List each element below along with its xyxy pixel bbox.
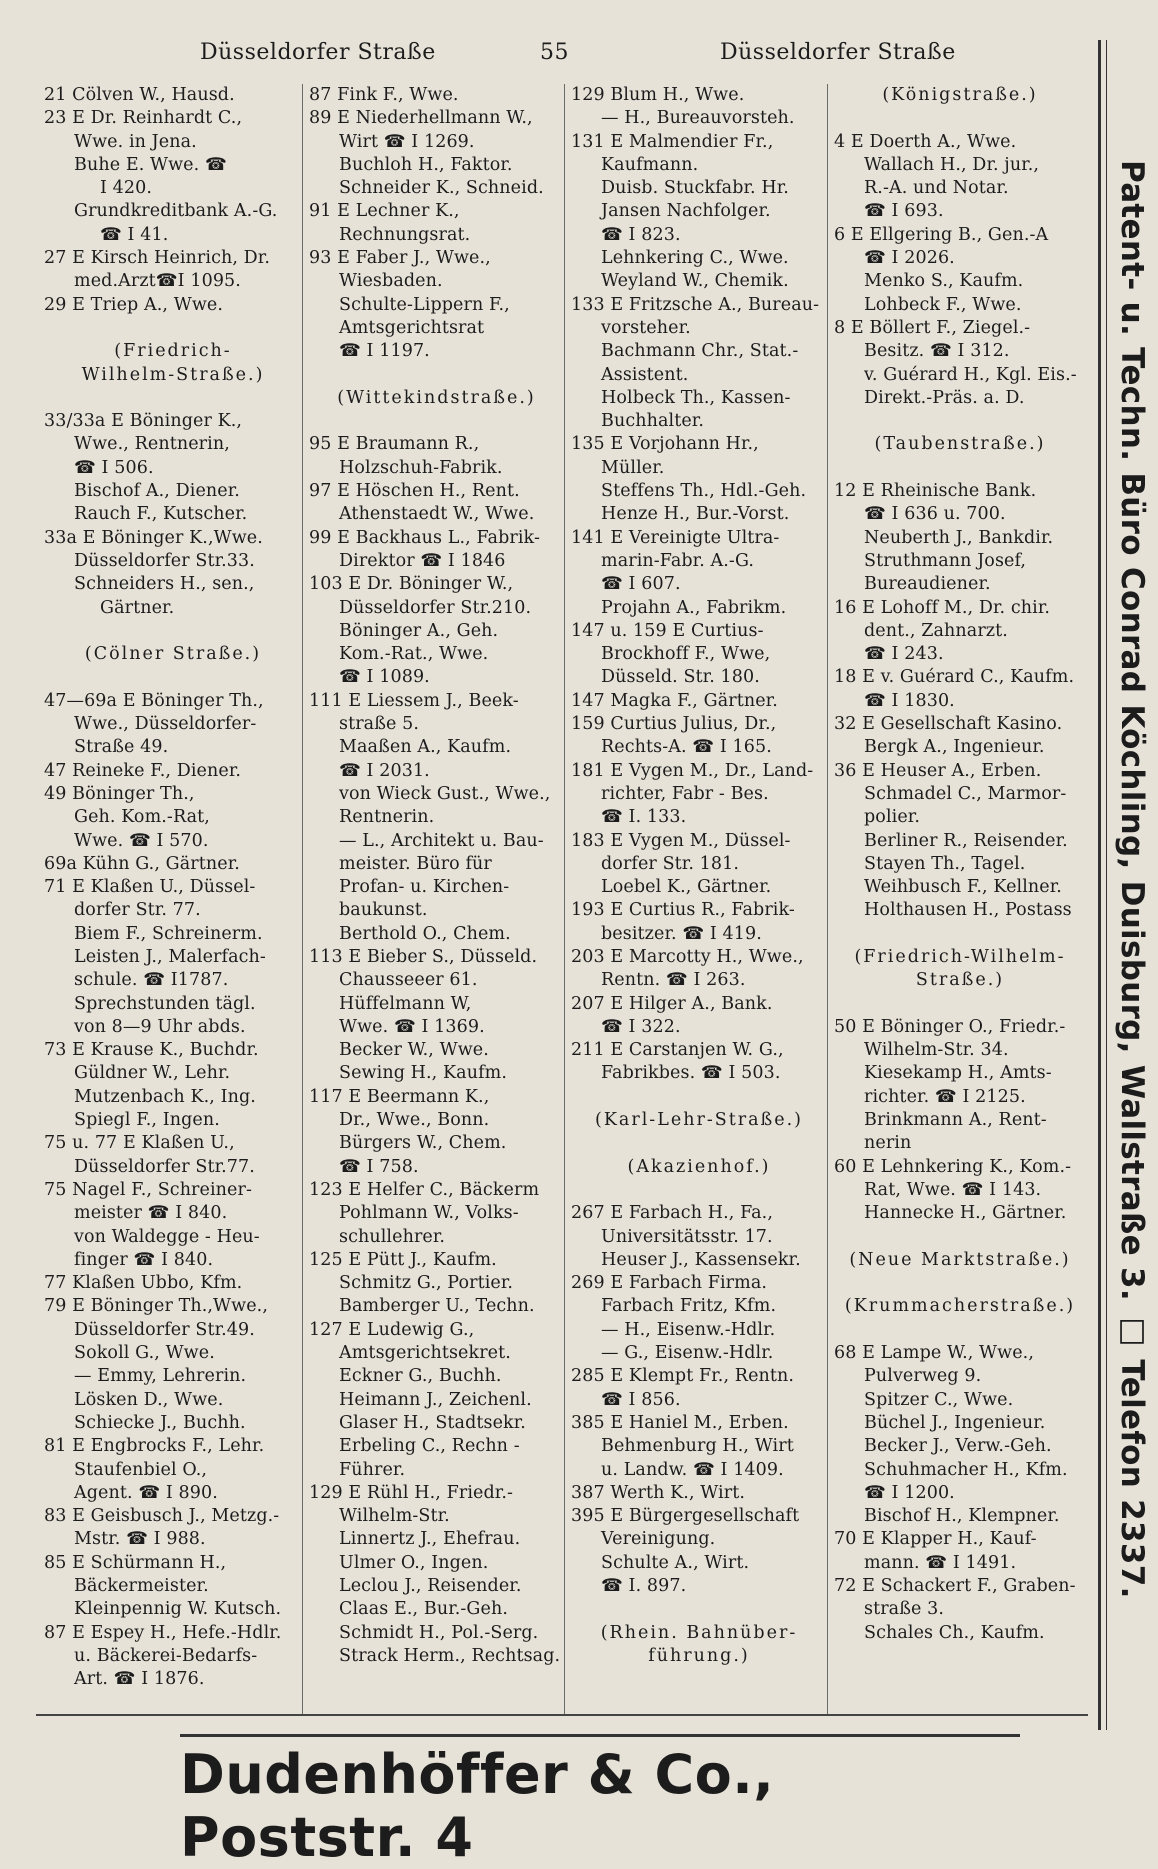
directory-entry: — G., Eisenw.-Hdlr. bbox=[601, 1343, 774, 1364]
street-heading: (Taubenstraße.) bbox=[874, 434, 1046, 455]
directory-entry bbox=[571, 1179, 827, 1202]
directory-entry: 68 E Lampe W., Wwe., bbox=[834, 1343, 1035, 1364]
directory-entry: Wwe. ☎ I 1369. bbox=[339, 1016, 485, 1037]
directory-entry: u. Landw. ☎ I 1409. bbox=[601, 1459, 784, 1480]
directory-entry: u. Bäckerei-Bedarfs- bbox=[74, 1645, 258, 1666]
directory-entry: Spitzer C., Wwe. bbox=[864, 1389, 1014, 1410]
directory-entry: richter, Fabr - Bes. bbox=[601, 783, 769, 804]
directory-entry: 29 E Triep A., Wwe. bbox=[44, 294, 224, 315]
directory-entry: ☎ I 1830. bbox=[864, 690, 955, 711]
directory-entry: 23 E Dr. Reinhardt C., bbox=[44, 108, 243, 129]
directory-entry: 87 E Espey H., Hefe.-Hdlr. bbox=[44, 1622, 282, 1643]
directory-entry: 285 E Klempt Fr., Rentn. bbox=[571, 1366, 795, 1387]
directory-entry: Sokoll G., Wwe. bbox=[74, 1343, 215, 1364]
directory-entry: ☎ I 1089. bbox=[339, 667, 430, 688]
directory-entry: 385 E Haniel M., Erben. bbox=[571, 1412, 789, 1433]
footer-divider bbox=[36, 1714, 1088, 1716]
directory-entry: Bamberger U., Techn. bbox=[339, 1296, 535, 1317]
directory-entry: 8 E Böllert F., Ziegel.- bbox=[834, 317, 1031, 338]
directory-entry bbox=[44, 317, 302, 340]
directory-entry bbox=[571, 1598, 827, 1621]
street-heading: (Friedrich- bbox=[114, 341, 232, 362]
directory-entry: 203 E Marcotty H., Wwe., bbox=[571, 946, 804, 967]
directory-entry: Holbeck Th., Kassen- bbox=[601, 387, 791, 408]
directory-entry: Kaufmann. bbox=[601, 154, 699, 175]
directory-entry: Weyland W., Chemik. bbox=[601, 271, 789, 292]
side-rule-thick bbox=[1098, 40, 1101, 1730]
directory-entry: 18 E v. Guérard C., Kaufm. bbox=[834, 667, 1075, 688]
directory-entry: 47—69a E Böninger Th., bbox=[44, 690, 264, 711]
directory-entry: 87 Fink F., Wwe. bbox=[309, 85, 459, 105]
directory-entry bbox=[834, 1226, 1086, 1249]
directory-entry: schullehrer. bbox=[339, 1226, 446, 1247]
directory-entry: Büchel J., Ingenieur. bbox=[864, 1412, 1046, 1433]
directory-entry: Duisb. Stuckfabr. Hr. bbox=[601, 178, 789, 199]
directory-entry: Bureaudiener. bbox=[864, 574, 991, 595]
directory-entry: Wwe., Rentnerin, bbox=[74, 434, 230, 455]
directory-entry: Kleinpennig W. Kutsch. bbox=[74, 1599, 282, 1620]
directory-entry: Bürgers W., Chem. bbox=[339, 1133, 507, 1154]
directory-entry: 93 E Faber J., Wwe., bbox=[309, 248, 491, 269]
directory-entry: Buchhalter. bbox=[601, 411, 704, 432]
directory-entry: Kom.-Rat., Wwe. bbox=[339, 644, 489, 665]
directory-entry: — H., Eisenw.-Hdlr. bbox=[601, 1319, 776, 1340]
directory-entry: polier. bbox=[864, 807, 920, 828]
directory-entry: 73 E Krause K., Buchdr. bbox=[44, 1040, 259, 1061]
directory-entry: Wiesbaden. bbox=[339, 271, 443, 292]
directory-entry: 395 E Bürgergesellschaft bbox=[571, 1506, 800, 1527]
directory-entry: ☎ I. 897. bbox=[601, 1576, 687, 1596]
directory-entry: Erbeling C., Rechn - bbox=[339, 1436, 520, 1457]
directory-entry: Schmidt H., Pol.-Serg. bbox=[339, 1622, 539, 1643]
directory-entry: 125 E Pütt J., Kaufm. bbox=[309, 1249, 497, 1270]
directory-entry: 60 E Lehnkering K., Kom.- bbox=[834, 1156, 1072, 1177]
directory-entry: Glaser H., Stadtsekr. bbox=[339, 1412, 526, 1433]
street-heading: Wilhelm-Straße.) bbox=[81, 364, 265, 385]
directory-entry: Wirt ☎ I 1269. bbox=[339, 131, 475, 152]
directory-entry: Henze H., Bur.-Vorst. bbox=[601, 504, 790, 525]
column-2 bbox=[302, 84, 564, 1714]
directory-entry: Pohlmann W., Volks- bbox=[339, 1203, 519, 1224]
column-3 bbox=[564, 84, 827, 1714]
directory-entry: Schales Ch., Kaufm. bbox=[864, 1622, 1045, 1643]
directory-entry: ☎ I 41. bbox=[100, 224, 169, 245]
side-rule-thin bbox=[1106, 40, 1107, 1730]
directory-entry: 47 Reineke F., Diener. bbox=[44, 760, 242, 781]
directory-entry: ☎ I 1200. bbox=[864, 1482, 955, 1503]
directory-entry bbox=[834, 993, 1086, 1016]
directory-entry: ☎ I 693. bbox=[864, 201, 944, 222]
directory-entry: finger ☎ I 840. bbox=[74, 1249, 214, 1270]
directory-entry bbox=[834, 923, 1086, 946]
directory-entry: Lösken D., Wwe. bbox=[74, 1389, 224, 1410]
directory-entry: Stayen Th., Tagel. bbox=[864, 853, 1026, 874]
directory-entry: Loebel K., Gärtner. bbox=[601, 877, 772, 898]
directory-entry: 111 E Liessem J., Beek- bbox=[309, 690, 519, 711]
directory-entry: 6 E Ellgering B., Gen.-A bbox=[834, 224, 1049, 245]
directory-entry: 71 E Klaßen U., Düssel- bbox=[44, 877, 256, 898]
directory-entry: Rechnungsrat. bbox=[339, 224, 471, 245]
directory-entry bbox=[44, 387, 302, 410]
directory-entry bbox=[834, 1272, 1086, 1295]
directory-entry bbox=[309, 364, 564, 387]
street-heading: (Cölner Straße.) bbox=[84, 644, 262, 665]
directory-entry: 27 E Kirsch Heinrich, Dr. bbox=[44, 248, 271, 269]
directory-entry bbox=[834, 410, 1086, 433]
directory-entry: Maaßen A., Kaufm. bbox=[339, 737, 512, 758]
directory-entry: Pulverweg 9. bbox=[864, 1366, 982, 1387]
directory-entry: 77 Klaßen Ubbo, Kfm. bbox=[44, 1273, 243, 1294]
directory-entry: Düsseldorfer Str.49. bbox=[74, 1319, 255, 1340]
directory-entry: Menko S., Kaufm. bbox=[864, 271, 1024, 292]
directory-entry: Farbach Fritz, Kfm. bbox=[601, 1296, 777, 1317]
directory-entry: richter. ☎ I 2125. bbox=[864, 1086, 1026, 1107]
directory-entry bbox=[571, 1132, 827, 1155]
directory-entry: Assistent. bbox=[601, 364, 689, 385]
directory-entry: ☎ I 758. bbox=[339, 1156, 419, 1177]
directory-entry: baukunst. bbox=[339, 900, 428, 921]
directory-entry: Lohbeck F., Wwe. bbox=[864, 294, 1022, 315]
directory-entry: Schneiders H., sen., bbox=[74, 574, 255, 595]
directory-entry: Wilhelm-Str. 34. bbox=[864, 1040, 1009, 1061]
directory-entry: 4 E Doerth A., Wwe. bbox=[834, 131, 1017, 152]
street-heading: (Akazienhof.) bbox=[627, 1156, 771, 1177]
directory-entry: 16 E Lohoff M., Dr. chir. bbox=[834, 597, 1051, 618]
directory-entry: Spiegl F., Ingen. bbox=[74, 1110, 220, 1131]
directory-entry: Wallach H., Dr. jur., bbox=[864, 154, 1040, 175]
directory-entry: Agent. ☎ I 890. bbox=[74, 1482, 218, 1503]
directory-entry: 36 E Heuser A., Erben. bbox=[834, 760, 1042, 781]
directory-entry: ☎ I 506. bbox=[74, 457, 154, 478]
directory-entry: 141 E Vereinigte Ultra- bbox=[571, 527, 780, 548]
column-1 bbox=[38, 84, 302, 1714]
directory-entry: Mutzenbach K., Ing. bbox=[74, 1086, 256, 1107]
directory-entry bbox=[309, 410, 564, 433]
directory-entry: Leisten J., Malerfach- bbox=[74, 946, 266, 967]
directory-entry: Vereinigung. bbox=[601, 1529, 716, 1550]
directory-entry: 129 E Rühl H., Friedr.- bbox=[309, 1482, 514, 1503]
directory-entry bbox=[834, 457, 1086, 480]
directory-entry: straße 5. bbox=[339, 714, 420, 735]
directory-entry: Becker W., Wwe. bbox=[339, 1040, 489, 1061]
directory-entry: 269 E Farbach Firma. bbox=[571, 1273, 768, 1294]
directory-entry: 129 Blum H., Wwe. bbox=[571, 85, 745, 105]
directory-entry: Kiesekamp H., Amts- bbox=[864, 1063, 1052, 1084]
directory-entry: Behmenburg H., Wirt bbox=[601, 1436, 794, 1457]
directory-entry: Weihbusch F., Kellner. bbox=[864, 877, 1062, 898]
directory-entry: Dr., Wwe., Bonn. bbox=[339, 1110, 490, 1131]
directory-entry: von Wieck Gust., Wwe., bbox=[339, 783, 551, 804]
directory-entry: 91 E Lechner K., bbox=[309, 201, 460, 222]
directory-entry: Gärtner. bbox=[100, 597, 175, 618]
directory-entry: Art. ☎ I 1876. bbox=[74, 1669, 205, 1690]
directory-entry: 79 E Böninger Th.,Wwe., bbox=[44, 1296, 269, 1317]
directory-entry: — L., Architekt u. Bau- bbox=[339, 830, 544, 851]
side-ad-text: Patent- u. Techn. Büro Conrad Köchling, Duisburg, Wallstraße 3. □ Telefon 2337. bbox=[1114, 160, 1150, 1599]
directory-entry: 159 Curtius Julius, Dr., bbox=[571, 714, 777, 735]
directory-columns bbox=[38, 84, 1086, 1714]
directory-entry: meister ☎ I 840. bbox=[74, 1203, 228, 1224]
directory-entry: dent., Zahnarzt. bbox=[864, 620, 1008, 641]
directory-entry: 49 Böninger Th., bbox=[44, 783, 195, 804]
directory-entry: straße 3. bbox=[864, 1599, 945, 1620]
directory-entry: Berthold O., Chem. bbox=[339, 923, 511, 944]
directory-entry: Schulte-Lippern F., bbox=[339, 294, 510, 315]
directory-entry: — Emmy, Lehrerin. bbox=[74, 1366, 247, 1387]
side-advertisement bbox=[1086, 40, 1158, 1730]
directory-entry: Rentnerin. bbox=[339, 807, 435, 828]
directory-entry: Rechts-A. ☎ I 165. bbox=[601, 737, 772, 758]
directory-entry: Jansen Nachfolger. bbox=[601, 201, 771, 222]
directory-entry: 135 E Vorjohann Hr., bbox=[571, 434, 759, 455]
directory-entry: ☎ I 2031. bbox=[339, 760, 430, 781]
directory-entry: dorfer Str. 77. bbox=[74, 900, 201, 921]
directory-entry: Buchloh H., Faktor. bbox=[339, 154, 513, 175]
directory-entry: von Waldegge - Heu- bbox=[74, 1226, 260, 1247]
street-heading: (Karl-Lehr-Straße.) bbox=[595, 1110, 803, 1131]
directory-entry: 103 E Dr. Böninger W., bbox=[309, 574, 514, 595]
directory-entry: meister. Büro für bbox=[339, 853, 492, 874]
directory-entry: Direktor ☎ I 1846 bbox=[339, 550, 506, 571]
directory-entry: nerin bbox=[864, 1133, 912, 1154]
directory-entry: 267 E Farbach H., Fa., bbox=[571, 1203, 773, 1224]
directory-entry bbox=[44, 666, 302, 689]
directory-entry: Becker J., Verw.-Geh. bbox=[864, 1436, 1052, 1457]
street-heading: (Krummacherstraße.) bbox=[844, 1296, 1076, 1317]
directory-entry: Hüffelmann W, bbox=[339, 993, 472, 1014]
directory-entry: 33a E Böninger K.,Wwe. bbox=[44, 527, 263, 548]
street-heading: (Königstraße.) bbox=[882, 85, 1038, 105]
directory-entry: 123 E Helfer C., Bäckerm bbox=[309, 1179, 540, 1200]
directory-entry: I 420. bbox=[100, 178, 153, 199]
directory-entry: 127 E Ludewig G., bbox=[309, 1319, 475, 1340]
directory-entry: mann. ☎ I 1491. bbox=[864, 1552, 1017, 1573]
directory-entry: 211 E Carstanjen W. G., bbox=[571, 1040, 784, 1061]
directory-entry: Bergk A., Ingenieur. bbox=[864, 737, 1045, 758]
directory-entry: ☎ I 823. bbox=[601, 224, 681, 245]
directory-entry: ☎ I 607. bbox=[601, 574, 681, 595]
directory-entry: Geh. Kom.-Rat, bbox=[74, 807, 210, 828]
directory-entry: Besitz. ☎ I 312. bbox=[864, 341, 1010, 362]
street-heading: Straße.) bbox=[915, 970, 1005, 991]
directory-entry: Direkt.-Präs. a. D. bbox=[864, 387, 1025, 408]
directory-entry: 50 E Böninger O., Friedr.- bbox=[834, 1016, 1066, 1037]
directory-entry: Holthausen H., Postass bbox=[864, 900, 1072, 921]
directory-entry: 387 Werth K., Wirt. bbox=[571, 1482, 746, 1503]
street-heading: (Wittekindstraße.) bbox=[337, 387, 536, 408]
header-street-left: Düsseldorfer Straße bbox=[200, 40, 436, 65]
directory-entry: Schneider K., Schneid. bbox=[339, 178, 544, 199]
street-heading: (Friedrich-Wilhelm- bbox=[854, 946, 1066, 967]
directory-entry: 181 E Vygen M., Dr., Land- bbox=[571, 760, 814, 781]
directory-entry: 69a Kühn G., Gärtner. bbox=[44, 853, 240, 874]
directory-entry: Wwe., Düsseldorfer- bbox=[74, 714, 257, 735]
directory-entry: ☎ I 1197. bbox=[339, 341, 430, 362]
directory-entry: Bischof A., Diener. bbox=[74, 481, 240, 502]
directory-entry: 183 E Vygen M., Düssel- bbox=[571, 830, 791, 851]
directory-entry: Fabrikbes. ☎ I 503. bbox=[601, 1063, 781, 1084]
directory-entry: Sprechstunden tägl. bbox=[74, 993, 256, 1014]
directory-entry: 207 E Hilger A., Bank. bbox=[571, 993, 773, 1014]
directory-entry: Strack Herm., Rechtsag. bbox=[339, 1645, 561, 1666]
directory-entry: 33/33a E Böninger K., bbox=[44, 411, 243, 432]
directory-entry: Düsseldorfer Str.77. bbox=[74, 1156, 255, 1177]
directory-entry: Linnertz J., Ehefrau. bbox=[339, 1529, 521, 1550]
directory-entry: 133 E Fritzsche A., Bureau- bbox=[571, 294, 820, 315]
directory-entry: Universitätsstr. 17. bbox=[601, 1226, 773, 1247]
directory-entry: Heimann J., Zeichenl. bbox=[339, 1389, 532, 1410]
directory-entry: Müller. bbox=[601, 457, 665, 478]
directory-entry: Chausseeer 61. bbox=[339, 970, 478, 991]
directory-entry: R.-A. und Notar. bbox=[864, 178, 1009, 199]
directory-entry: vorsteher. bbox=[601, 317, 691, 338]
directory-entry: 70 E Klapper H., Kauf- bbox=[834, 1529, 1037, 1550]
directory-entry: Brockhoff F., Wwe, bbox=[601, 644, 771, 665]
directory-entry: 131 E Malmendier Fr., bbox=[571, 131, 774, 152]
directory-entry: Rentn. ☎ I 263. bbox=[601, 970, 746, 991]
directory-entry: Bachmann Chr., Stat.- bbox=[601, 341, 799, 362]
page-header bbox=[0, 40, 1080, 70]
directory-entry: Heuser J., Kassensekr. bbox=[601, 1249, 801, 1270]
directory-entry: Berliner R., Reisender. bbox=[864, 830, 1068, 851]
directory-entry: 117 E Beermann K., bbox=[309, 1086, 490, 1107]
directory-entry: Brinkmann A., Rent- bbox=[864, 1110, 1047, 1131]
directory-entry: 83 E Geisbusch J., Metzg.- bbox=[44, 1506, 280, 1527]
directory-entry: ☎ I 322. bbox=[601, 1016, 681, 1037]
directory-entry: Hannecke H., Gärtner. bbox=[864, 1203, 1067, 1224]
directory-entry: Rauch F., Kutscher. bbox=[74, 504, 248, 525]
directory-entry: Güldner W., Lehr. bbox=[74, 1063, 231, 1084]
directory-entry: Profan- u. Kirchen- bbox=[339, 877, 510, 898]
directory-entry: Schiecke J., Buchh. bbox=[74, 1412, 246, 1433]
street-heading: (Rhein. Bahnüber- bbox=[600, 1622, 798, 1643]
directory-entry: Wwe. in Jena. bbox=[74, 131, 197, 152]
directory-entry: 113 E Bieber S., Düsseld. bbox=[309, 946, 538, 967]
directory-entry bbox=[44, 620, 302, 643]
directory-entry: 75 Nagel F., Schreiner- bbox=[44, 1179, 252, 1200]
directory-entry: Schuhmacher H., Kfm. bbox=[864, 1459, 1068, 1480]
directory-entry: Düsseldorfer Str.33. bbox=[74, 550, 255, 571]
directory-entry: 12 E Rheinische Bank. bbox=[834, 481, 1037, 502]
directory-entry: Steffens Th., Hdl.-Geh. bbox=[601, 481, 807, 502]
directory-entry: 81 E Engbrocks F., Lehr. bbox=[44, 1436, 265, 1457]
directory-entry: Struthmann Josef, bbox=[864, 550, 1027, 571]
directory-entry: 89 E Niederhellmann W., bbox=[309, 108, 533, 129]
directory-entry: 147 u. 159 E Curtius- bbox=[571, 620, 764, 641]
directory-entry: med.Arzt☎I 1095. bbox=[74, 271, 241, 292]
directory-entry: 95 E Braumann R., bbox=[309, 434, 480, 455]
directory-entry bbox=[834, 107, 1086, 130]
directory-entry: Schmadel C., Marmor- bbox=[864, 783, 1067, 804]
directory-entry: 97 E Höschen H., Rent. bbox=[309, 481, 520, 502]
directory-entry: Ulmer O., Ingen. bbox=[339, 1552, 489, 1573]
directory-entry: 75 u. 77 E Klaßen U., bbox=[44, 1133, 235, 1154]
street-heading: führung.) bbox=[648, 1645, 750, 1666]
directory-entry bbox=[571, 1086, 827, 1109]
header-street-right: Düsseldorfer Straße bbox=[720, 40, 956, 65]
directory-entry bbox=[834, 1319, 1086, 1342]
directory-entry: schule. ☎ I1787. bbox=[74, 970, 229, 991]
directory-entry: ☎ I 636 u. 700. bbox=[864, 504, 1006, 525]
directory-entry: Schmitz G., Portier. bbox=[339, 1273, 514, 1294]
directory-entry: Eckner G., Buchh. bbox=[339, 1366, 502, 1387]
column-4 bbox=[827, 84, 1086, 1714]
directory-entry: Wwe. ☎ I 570. bbox=[74, 830, 209, 851]
directory-entry: Düsseld. Str. 180. bbox=[601, 667, 760, 688]
directory-entry: Straße 49. bbox=[74, 737, 169, 758]
directory-entry: Grundkreditbank A.-G. bbox=[74, 201, 278, 222]
directory-entry: Düsseldorfer Str.210. bbox=[339, 597, 532, 618]
directory-entry: Rat, Wwe. ☎ I 143. bbox=[864, 1179, 1042, 1200]
directory-entry: Bischof H., Klempner. bbox=[864, 1506, 1060, 1527]
directory-entry: 85 E Schürmann H., bbox=[44, 1552, 227, 1573]
directory-entry: Schulte A., Wirt. bbox=[601, 1552, 750, 1573]
directory-entry: besitzer. ☎ I 419. bbox=[601, 923, 762, 944]
directory-entry: Leclou J., Reisender. bbox=[339, 1576, 522, 1596]
directory-entry: ☎ I 243. bbox=[864, 644, 944, 665]
directory-entry: ☎ I 856. bbox=[601, 1389, 681, 1410]
directory-entry: Buhe E. Wwe. ☎ bbox=[74, 154, 227, 175]
directory-entry: 99 E Backhaus L., Fabrik- bbox=[309, 527, 540, 548]
directory-entry: Bäckermeister. bbox=[74, 1576, 209, 1596]
directory-entry: Amtsgerichtsekret. bbox=[339, 1343, 511, 1364]
footer-advertisement: Dudenhöffer & Co., Poststr. 4 bbox=[180, 1734, 1020, 1804]
directory-entry: 21 Cölven W., Hausd. bbox=[44, 85, 235, 105]
directory-entry: Führer. bbox=[339, 1459, 406, 1480]
page-number: 55 bbox=[540, 40, 569, 65]
directory-entry: ☎ I 2026. bbox=[864, 248, 955, 269]
directory-entry: von 8—9 Uhr abds. bbox=[74, 1016, 246, 1037]
directory-entry: 193 E Curtius R., Fabrik- bbox=[571, 900, 795, 921]
directory-entry: Staufenbiel O., bbox=[74, 1459, 208, 1480]
directory-entry: 32 E Gesellschaft Kasino. bbox=[834, 714, 1063, 735]
directory-entry: 147 Magka F., Gärtner. bbox=[571, 690, 778, 711]
directory-entry: Böninger A., Geh. bbox=[339, 620, 499, 641]
directory-entry: Mstr. ☎ I 988. bbox=[74, 1529, 206, 1550]
directory-entry: dorfer Str. 181. bbox=[601, 853, 740, 874]
directory-entry: Neuberth J., Bankdir. bbox=[864, 527, 1054, 548]
directory-entry: Lehnkering C., Wwe. bbox=[601, 248, 789, 269]
directory-entry: — H., Bureauvorsteh. bbox=[601, 108, 795, 129]
directory-entry: ☎ I. 133. bbox=[601, 807, 687, 828]
directory-entry: Sewing H., Kaufm. bbox=[339, 1063, 508, 1084]
directory-entry: Claas E., Bur.-Geh. bbox=[339, 1599, 508, 1620]
directory-entry: Projahn A., Fabrikm. bbox=[601, 597, 787, 618]
directory-entry: Wilhelm-Str. bbox=[339, 1506, 450, 1527]
directory-entry: v. Guérard H., Kgl. Eis.- bbox=[864, 364, 1077, 385]
directory-entry: marin-Fabr. A.-G. bbox=[601, 550, 755, 571]
directory-entry: Biem F., Schreinerm. bbox=[74, 923, 263, 944]
directory-entry: Athenstaedt W., Wwe. bbox=[339, 504, 535, 525]
directory-entry: Amtsgerichtsrat bbox=[339, 317, 485, 338]
directory-entry: 72 E Schackert F., Graben- bbox=[834, 1576, 1076, 1596]
directory-entry: Holzschuh-Fabrik. bbox=[339, 457, 503, 478]
street-heading: (Neue Marktstraße.) bbox=[849, 1249, 1071, 1270]
